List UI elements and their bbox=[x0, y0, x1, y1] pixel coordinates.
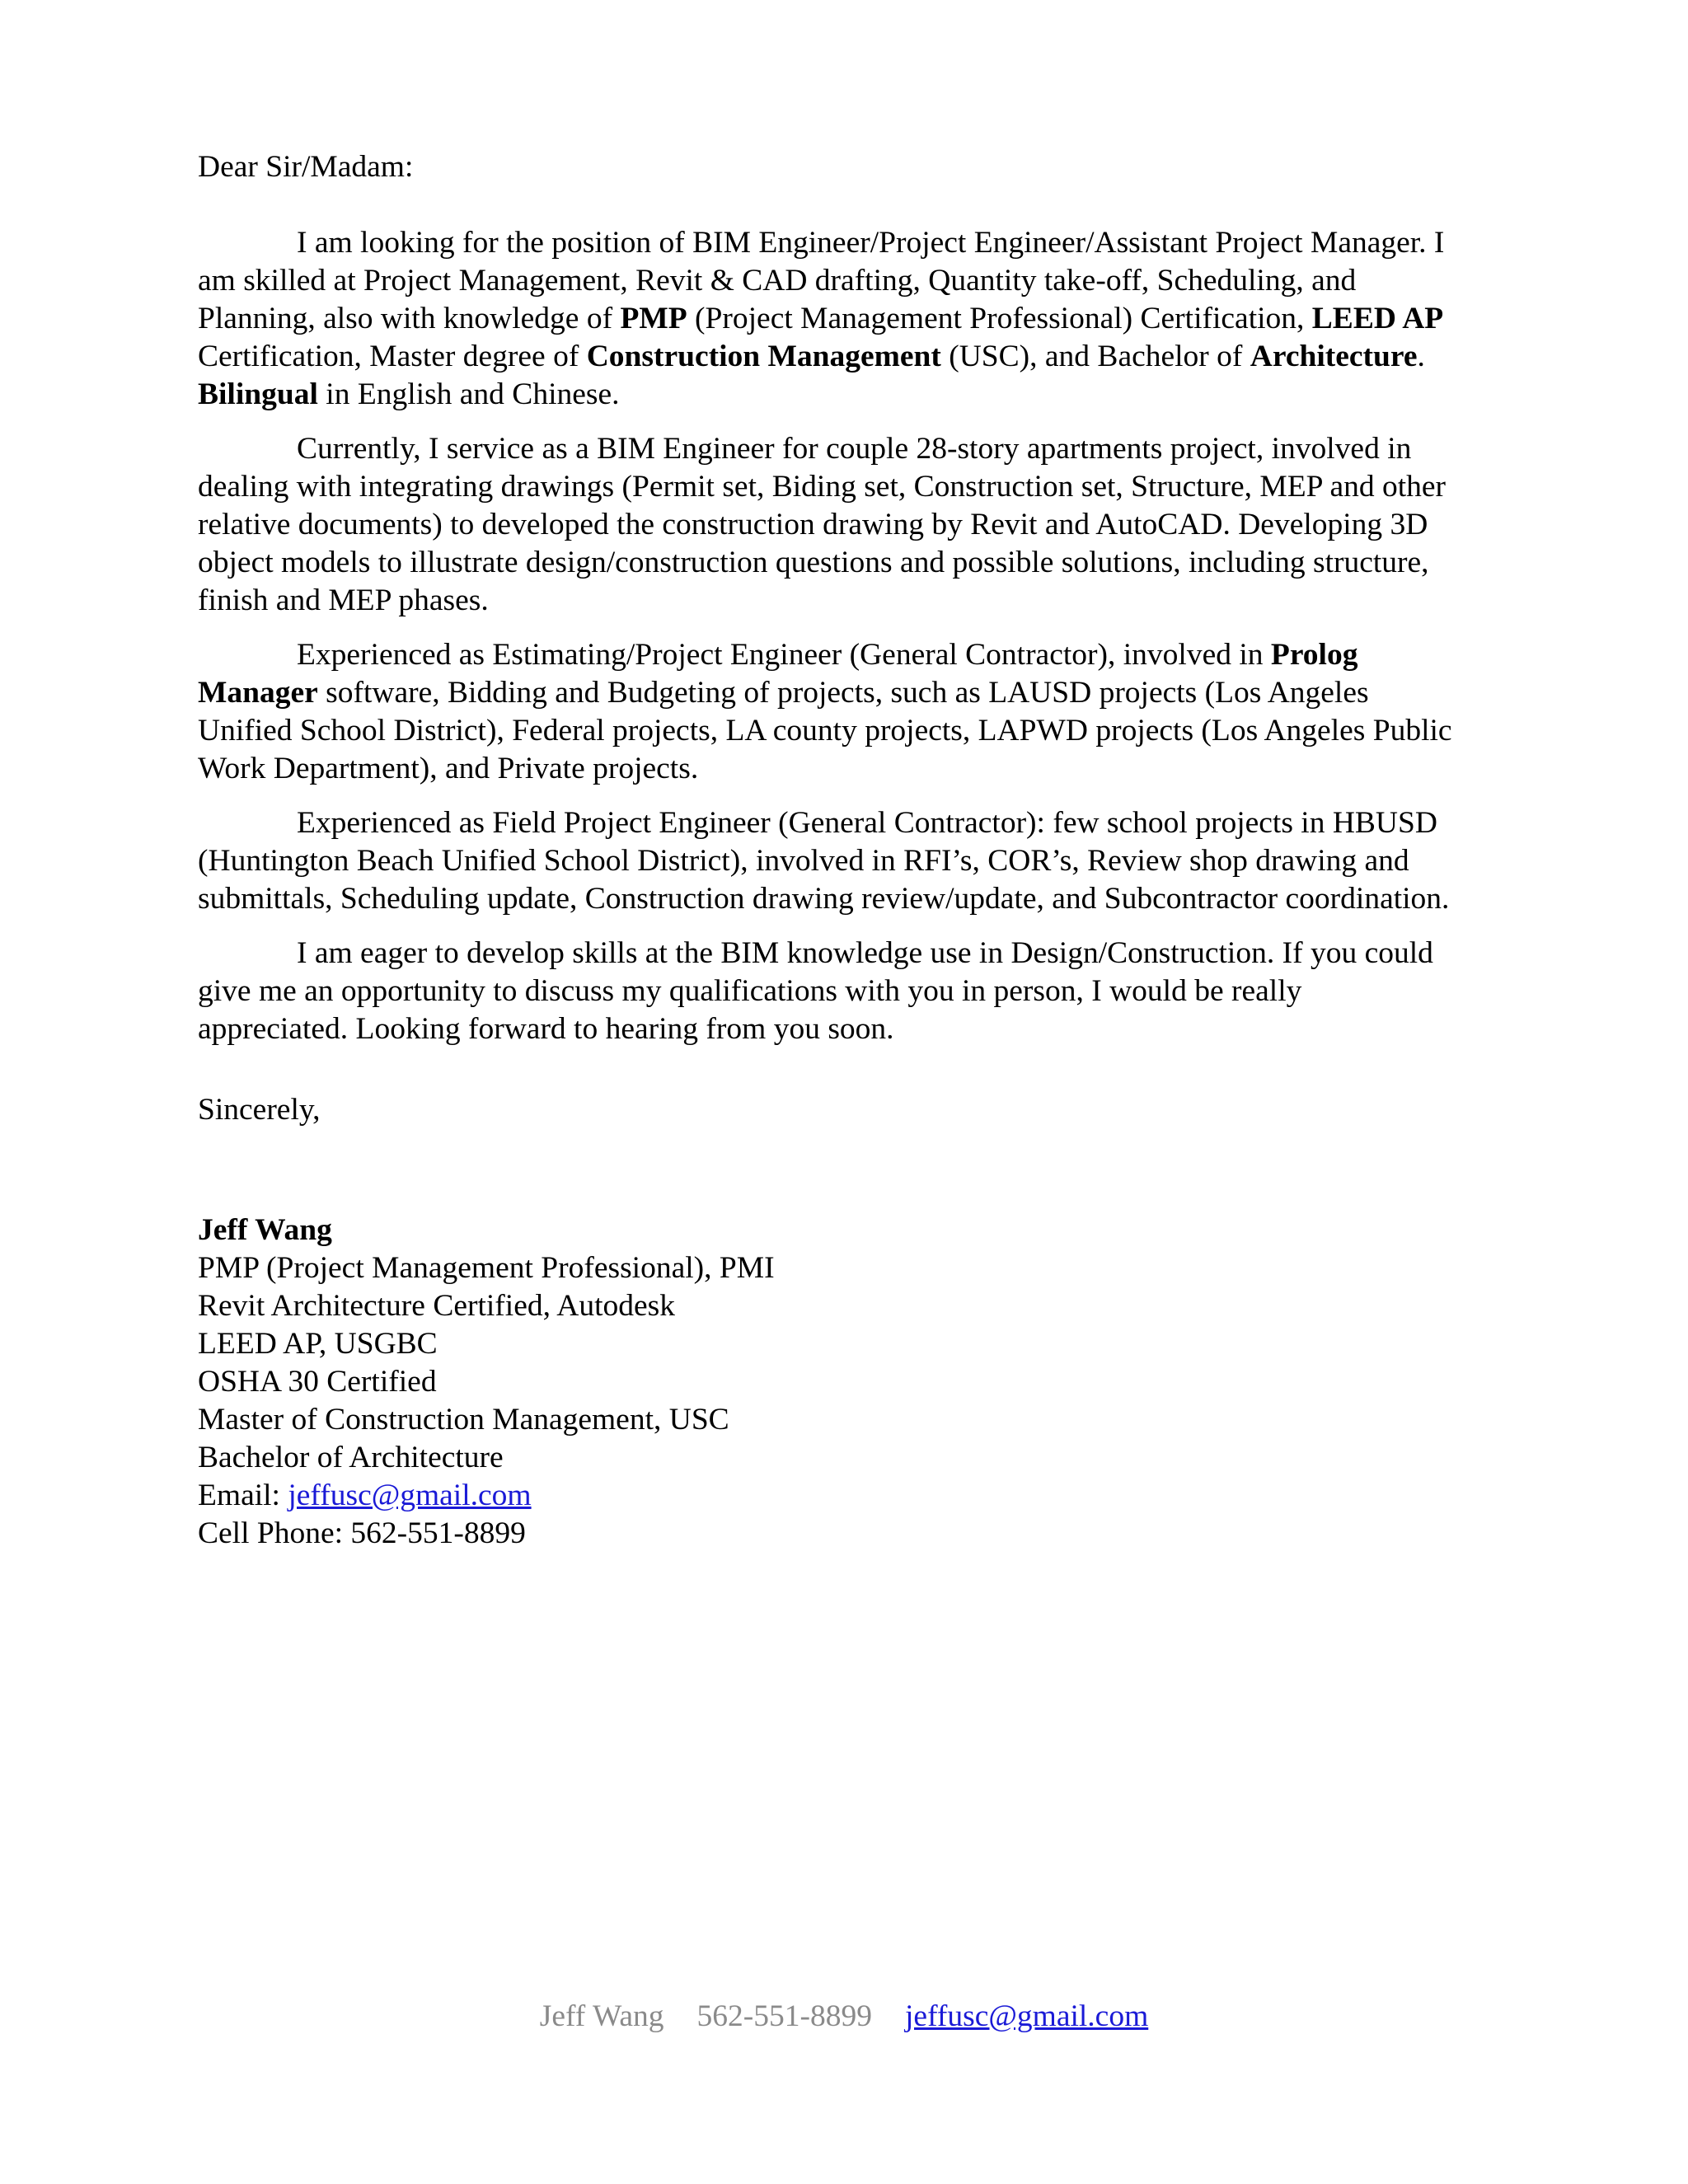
bold-construction-management: Construction Management bbox=[586, 340, 941, 373]
bold-bilingual: Bilingual bbox=[198, 377, 318, 411]
credential-line: Revit Architecture Certified, Autodesk bbox=[198, 1289, 676, 1323]
paragraph-position-sought bbox=[198, 224, 1459, 414]
bold-leed-ap: LEED AP bbox=[1311, 302, 1444, 335]
bold-architecture: Architecture bbox=[1250, 340, 1418, 373]
text-run: (USC), and Bachelor of bbox=[940, 340, 1250, 373]
closing: Sincerely, bbox=[198, 1093, 321, 1127]
credential-line: OSHA 30 Certified bbox=[198, 1365, 437, 1399]
footer-name: Jeff Wang bbox=[539, 1999, 664, 2033]
footer-phone: 562-551-8899 bbox=[696, 1999, 873, 2033]
email-label: Email: bbox=[198, 1479, 288, 1512]
text-run: (Project Management Professional) Certification, bbox=[687, 302, 1312, 335]
footer-email-link[interactable]: jeffusc@gmail.com bbox=[905, 1999, 1149, 2033]
text-run: software, Bidding and Budgeting of projects, such as LAUSD projects (Los Angeles Unified School District), Federal projects, LA county projects, LAPWD projects (Los Angeles Public Work Department), and Private projects. bbox=[198, 676, 1452, 785]
text-run: Experienced as Estimating/Project Engineer (General Contractor), involved in bbox=[297, 638, 1271, 672]
signature-name: Jeff Wang bbox=[198, 1213, 332, 1247]
bold-prolog-manager: Prolog Manager bbox=[198, 638, 1358, 710]
signature-block bbox=[198, 1212, 1459, 1553]
email-link[interactable]: jeffusc@gmail.com bbox=[288, 1479, 532, 1512]
paragraph-current-role: Currently, I service as a BIM Engineer for couple 28-story apartments project, involved in dealing with integrating drawings (Permit set, Biding set, Construction set, Structure, MEP and other relative documents) to developed the construction drawing by Revit and AutoCAD. Developing 3D object models to illustrate design/construction questions and possible solutions, including structure, finish and MEP phases. bbox=[198, 432, 1447, 617]
paragraph-field-experience: Experienced as Field Project Engineer (General Contractor): few school projects in HBUSD (Huntington Beach Unified School District), involved in RFI’s, COR’s, Review shop drawing and submittals, Scheduling update, Construction drawing review/update, and Subcontractor coordination. bbox=[198, 806, 1450, 916]
text-run: . bbox=[1417, 340, 1425, 373]
text-run: in English and Chinese. bbox=[317, 377, 620, 411]
letter-body bbox=[198, 148, 1459, 1553]
phone-line: Cell Phone: 562-551-8899 bbox=[198, 1516, 526, 1550]
salutation: Dear Sir/Madam: bbox=[198, 150, 414, 184]
email-line bbox=[198, 1477, 1459, 1515]
text-run: Certification, Master degree of bbox=[198, 340, 587, 373]
text-run: I am looking for the position of BIM Engineer/Project Engineer/Assistant Project Manager. I am skilled at Project Management, Revit & CAD drafting, Quantity take-off, Scheduling, and Planning, also with knowledge of bbox=[198, 226, 1445, 335]
page-footer bbox=[0, 1998, 1688, 2036]
bold-pmp: PMP bbox=[620, 302, 687, 335]
paragraph-closing-request: I am eager to develop skills at the BIM knowledge use in Design/Construction. If you could give me an opportunity to discuss my qualifications with you in person, I would be really appreciated. Looking forward to hearing from you soon. bbox=[198, 936, 1433, 1046]
credential-line: Bachelor of Architecture bbox=[198, 1441, 504, 1474]
credential-line: Master of Construction Management, USC bbox=[198, 1403, 729, 1436]
paragraph-estimating-experience bbox=[198, 636, 1459, 788]
credential-line: LEED AP, USGBC bbox=[198, 1327, 438, 1361]
credential-line: PMP (Project Management Professional), PMI bbox=[198, 1251, 775, 1285]
